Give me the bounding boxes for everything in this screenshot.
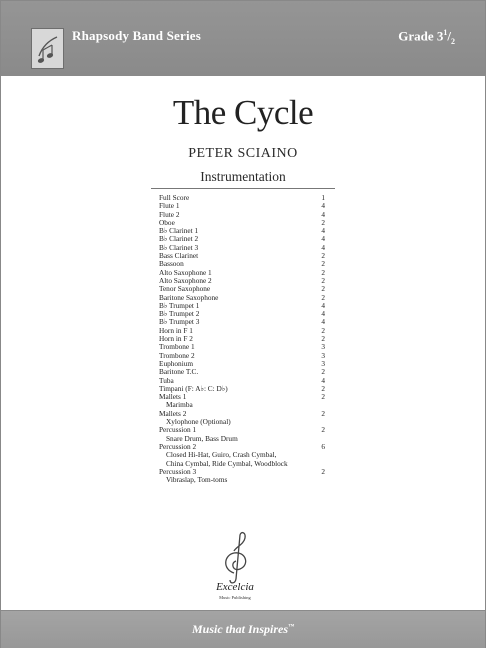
- instrument-name: Timpani (F: A♭: C: D♭): [159, 383, 228, 393]
- publisher-name: Excelcia: [216, 581, 254, 593]
- instrument-qty: 3: [321, 350, 325, 360]
- instrument-qty: 2: [321, 251, 325, 261]
- tagline-text: Music that Inspires: [191, 622, 289, 636]
- publisher-logo: [200, 529, 270, 603]
- instrument-name: Percussion 3: [159, 466, 197, 476]
- instrument-name: Baritone Saxophone: [159, 292, 219, 302]
- series-name: Rhapsody Band Series: [72, 28, 201, 43]
- instrument-qty: 4: [321, 209, 325, 219]
- instrument-qty: 2: [321, 383, 325, 393]
- instrument-name: Baritone T.C.: [159, 367, 199, 377]
- instrument-detail: Marimba: [166, 400, 193, 410]
- instrument-detail: Xylophone (Optional): [166, 417, 231, 427]
- instrument-detail: Closed Hi-Hat, Guiro, Crash Cymbal,: [166, 450, 277, 460]
- instrument-name: Flute 2: [159, 209, 180, 219]
- instrument-row: [159, 252, 334, 260]
- footer-bar: [1, 610, 485, 648]
- instrumentation-heading: Instrumentation: [200, 169, 286, 184]
- instrument-row: [159, 202, 334, 210]
- grade-denominator: 2: [451, 36, 455, 46]
- instrument-qty: 2: [321, 217, 325, 227]
- instrument-name: Mallets 1: [159, 392, 187, 402]
- heading-divider: [151, 188, 335, 189]
- grade-label: Grade $3^1/_2$: [398, 28, 455, 46]
- instrument-name: Percussion 1: [159, 425, 197, 435]
- instrument-name: Tenor Saxophone: [159, 284, 211, 294]
- instrument-name: Trombone 2: [159, 350, 195, 360]
- instrument-qty: 2: [321, 425, 325, 435]
- instrument-row: [159, 368, 334, 376]
- instrument-detail: Vibraslap, Tom-toms: [166, 475, 228, 485]
- instrument-name: Bassoon: [159, 259, 184, 269]
- instrument-qty: 1: [321, 193, 325, 202]
- instrument-name: Flute 1: [159, 201, 180, 211]
- instrument-name: Alto Saxophone 2: [159, 275, 212, 285]
- treble-clef-icon: [200, 529, 270, 603]
- instrument-qty: 4: [321, 242, 325, 252]
- grade-prefix: Grade 3: [398, 28, 444, 44]
- instrument-qty: 4: [321, 201, 325, 211]
- instrument-name: Euphonium: [159, 358, 194, 368]
- instrument-qty: 4: [321, 375, 325, 385]
- instrument-subrow: [159, 476, 334, 484]
- instrument-qty: 6: [321, 441, 325, 451]
- instrument-name: Horn in F 1: [159, 325, 193, 335]
- instrument-qty: 4: [321, 234, 325, 244]
- instrument-qty: 4: [321, 300, 325, 310]
- instrument-name: Bass Clarinet: [159, 251, 199, 261]
- instrument-name: B♭ Clarinet 3: [159, 242, 199, 252]
- trademark: ™: [288, 624, 295, 630]
- instrument-qty: 2: [321, 334, 325, 344]
- instrument-row: [159, 211, 334, 219]
- instrument-qty: 2: [321, 259, 325, 269]
- instrument-qty: 2: [321, 408, 325, 418]
- instrument-name: B♭ Trumpet 2: [159, 309, 200, 319]
- instrument-name: Trombone 1: [159, 342, 195, 352]
- instrument-qty: 2: [321, 284, 325, 294]
- instrument-qty: 3: [321, 358, 325, 368]
- instrument-name: Tuba: [159, 375, 174, 385]
- header-bar: [1, 1, 485, 76]
- instrument-name: B♭ Trumpet 3: [159, 317, 200, 327]
- grade-numerator: 1: [443, 28, 448, 37]
- instrument-qty: 2: [321, 392, 325, 402]
- instrument-qty: 2: [321, 267, 325, 277]
- instrument-name: B♭ Trumpet 1: [159, 300, 200, 310]
- instrument-qty: 2: [321, 325, 325, 335]
- instrument-name: B♭ Clarinet 1: [159, 226, 199, 236]
- instrument-qty: 4: [321, 309, 325, 319]
- instrument-name: Percussion 2: [159, 441, 197, 451]
- instrument-name: Alto Saxophone 1: [159, 267, 212, 277]
- music-note-icon: [31, 28, 64, 69]
- page-title: The Cycle: [172, 93, 314, 132]
- instrument-qty: 4: [321, 226, 325, 236]
- instrumentation-list: [159, 194, 334, 484]
- instrument-qty: 2: [321, 275, 325, 285]
- instrument-qty: 2: [321, 292, 325, 302]
- instrument-name: B♭ Clarinet 2: [159, 234, 199, 244]
- instrument-qty: 2: [321, 466, 325, 476]
- instrument-name: Horn in F 2: [159, 334, 193, 344]
- instrument-name: Oboe: [159, 217, 175, 227]
- tagline: [1, 622, 485, 637]
- instrument-detail: China Cymbal, Ride Cymbal, Woodblock: [166, 458, 288, 468]
- instrument-qty: 2: [321, 367, 325, 377]
- instrument-qty: 4: [321, 317, 325, 327]
- publisher-sub: Music Publishing: [219, 595, 251, 600]
- instrument-detail: Snare Drum, Bass Drum: [166, 433, 238, 443]
- instrument-qty: 3: [321, 342, 325, 352]
- composer-name: PETER SCIAINO: [188, 146, 298, 161]
- instrument-name: Mallets 2: [159, 408, 187, 418]
- instrument-row: [159, 194, 334, 202]
- instrument-name: Full Score: [159, 193, 190, 202]
